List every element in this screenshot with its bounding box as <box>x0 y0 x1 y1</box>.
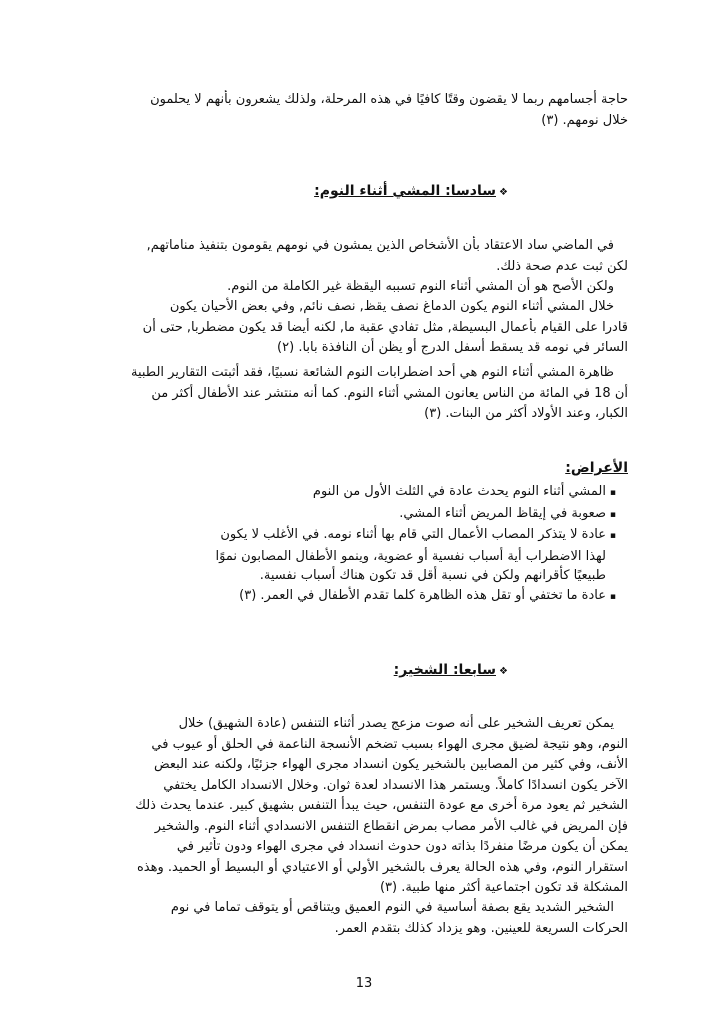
list-item: ▪المشي أثناء النوم يحدث عادة في الثلث الأول من النوم <box>186 482 616 504</box>
text-line: ولكن الأصح هو أن المشي أثناء النوم تسببه اليقظة غير الكاملة من النوم. <box>227 279 614 294</box>
sleepwalking-paragraph-2 <box>98 277 628 298</box>
diamond-bullet-icon: ❖ <box>499 666 508 677</box>
snoring-paragraph-1 <box>98 714 628 899</box>
sleepwalking-paragraph-4 <box>98 363 628 425</box>
symptoms-list <box>186 482 616 607</box>
text-line: النوم، وهو نتيجة لضيق مجرى الهواء بسبب تضخم الأنسجة الناعمة في الحلق أو عيوب في <box>151 736 628 752</box>
intro-paragraph <box>98 90 628 131</box>
text-line: يمكن تعريف الشخير على أنه صوت مزعج يصدر أثناء التنفس (عادة الشهيق) خلال <box>178 716 614 731</box>
text-line: في الماضي ساد الاعتقاد بأن الأشخاص الذين يمشون في نومهم يقومون بتنفيذ مناماتهم, <box>146 238 614 253</box>
text-line: الآخر يكون انسدادًا كاملاً. ويستمر هذا الانسداد لعدة ثوان. وخلال الانسداد الكامل يختفي <box>163 777 628 793</box>
sleepwalking-paragraph-1 <box>98 236 628 277</box>
square-bullet-icon: ▪ <box>609 509 616 520</box>
symptoms-heading: الأعراض: <box>565 460 628 476</box>
text-line: الأنف، وفي كثير من المصابين بالشخير يكون انسداد مجرى الهواء جزئيًا، ولكنه عند البعض <box>153 757 628 772</box>
text-line: ظاهرة المشي أثناء النوم هي أحد اضطرابات النوم الشائعة نسبيًا، فقد أثبتت التقارير الطبية <box>130 365 614 380</box>
text-line: السائر في نومه قد يسقط أسفل الدرج أو يظن أن النافذة بابا. (٢) <box>277 340 628 355</box>
section7-heading <box>98 662 628 678</box>
section6-title: سادسا: المشي أثناء النوم: <box>314 183 496 199</box>
list-item: ▪عادة ما تختفي أو تقل هذه الظاهرة كلما تقدم الأطفال في العمر. (٣) <box>186 586 616 608</box>
page-number: 13 <box>355 976 373 991</box>
section7-title: سابعا: الشخير: <box>393 662 496 678</box>
text-line: المشكلة قد تكون اجتماعية أكثر منها طبية. (٣) <box>379 880 628 895</box>
diamond-bullet-icon: ❖ <box>499 187 508 198</box>
text-line: فإن المريض في غالب الأمر مصاب بمرض انقطاع التنفس الانسدادي أثناء النوم. والشخير <box>154 818 628 834</box>
text-line: يمكن أن يكون مرضًا منفردًا بذاته دون حدوث انسداد في مجرى الهواء ودون تأثير في <box>176 839 628 854</box>
text-line: الشخير الشديد يقع بصفة أساسية في النوم العميق ويتناقص أو يتوقف تماما في نوم <box>170 900 614 915</box>
text-line: الشخير ثم يعود مرة أخرى مع عودة التنفس، حيث يبدأ التنفس بشهيق كبير. عندما يحدث ذلك <box>135 798 628 813</box>
snoring-paragraph-2 <box>98 898 628 939</box>
text-line: استقرار النوم، وفي هذه الحالة يعرف بالشخير الأولي أو الاعتيادي أو البسيط أو الحميد. وهذه <box>136 859 628 875</box>
square-bullet-icon: ▪ <box>609 591 616 602</box>
list-item: ▪صعوبة في إيقاظ المريض أثناء المشي. <box>186 504 616 526</box>
text-line: حاجة أجسامهم ربما لا يقضون وقتًا كافيًا في هذه المرحلة، ولذلك يشعرون بأنهم لا يحلمون <box>150 92 628 107</box>
text-line: خلال نومهم. (٣) <box>541 112 628 128</box>
list-item: ▪عادة لا يتذكر المصاب الأعمال التي قام بها أثناء نومه. في الأغلب لا يكون لهذا الاضطراب أية أسباب نفسية أو عضوية، وينمو الأطفال المصابون نموًا طبيعيًا كأقرانهم ولكن في نسبة أقل قد تكون هناك أسباب نفسية. <box>215 527 616 583</box>
square-bullet-icon: ▪ <box>609 531 616 541</box>
section6-heading <box>98 183 628 199</box>
text-line: قادرا على القيام بأعمال البسيطة, مثل تفادي عقبة ما, لكنه أيضا قد يكون مضطربا, حتى أن <box>142 319 628 335</box>
text-line: لكن ثبت عدم صحة ذلك. <box>496 258 628 274</box>
text-line: الكبار، وعند الأولاد أكثر من البنات. (٣) <box>424 406 628 421</box>
text-line: خلال المشي أثناء النوم يكون الدماغ نصف يقظ, نصف نائم, وفي بعض الأحيان يكون <box>169 299 614 314</box>
text-line: أن 18 في المائة من الناس يعانون المشي أثناء النوم. كما أنه منتشر عند الأطفال أكثر من <box>151 385 628 401</box>
sleepwalking-paragraph-3 <box>98 297 628 359</box>
square-bullet-icon: ▪ <box>609 488 616 498</box>
text-line: الحركات السريعة للعينين. وهو يزداد كذلك بتقدم العمر. <box>334 920 628 936</box>
